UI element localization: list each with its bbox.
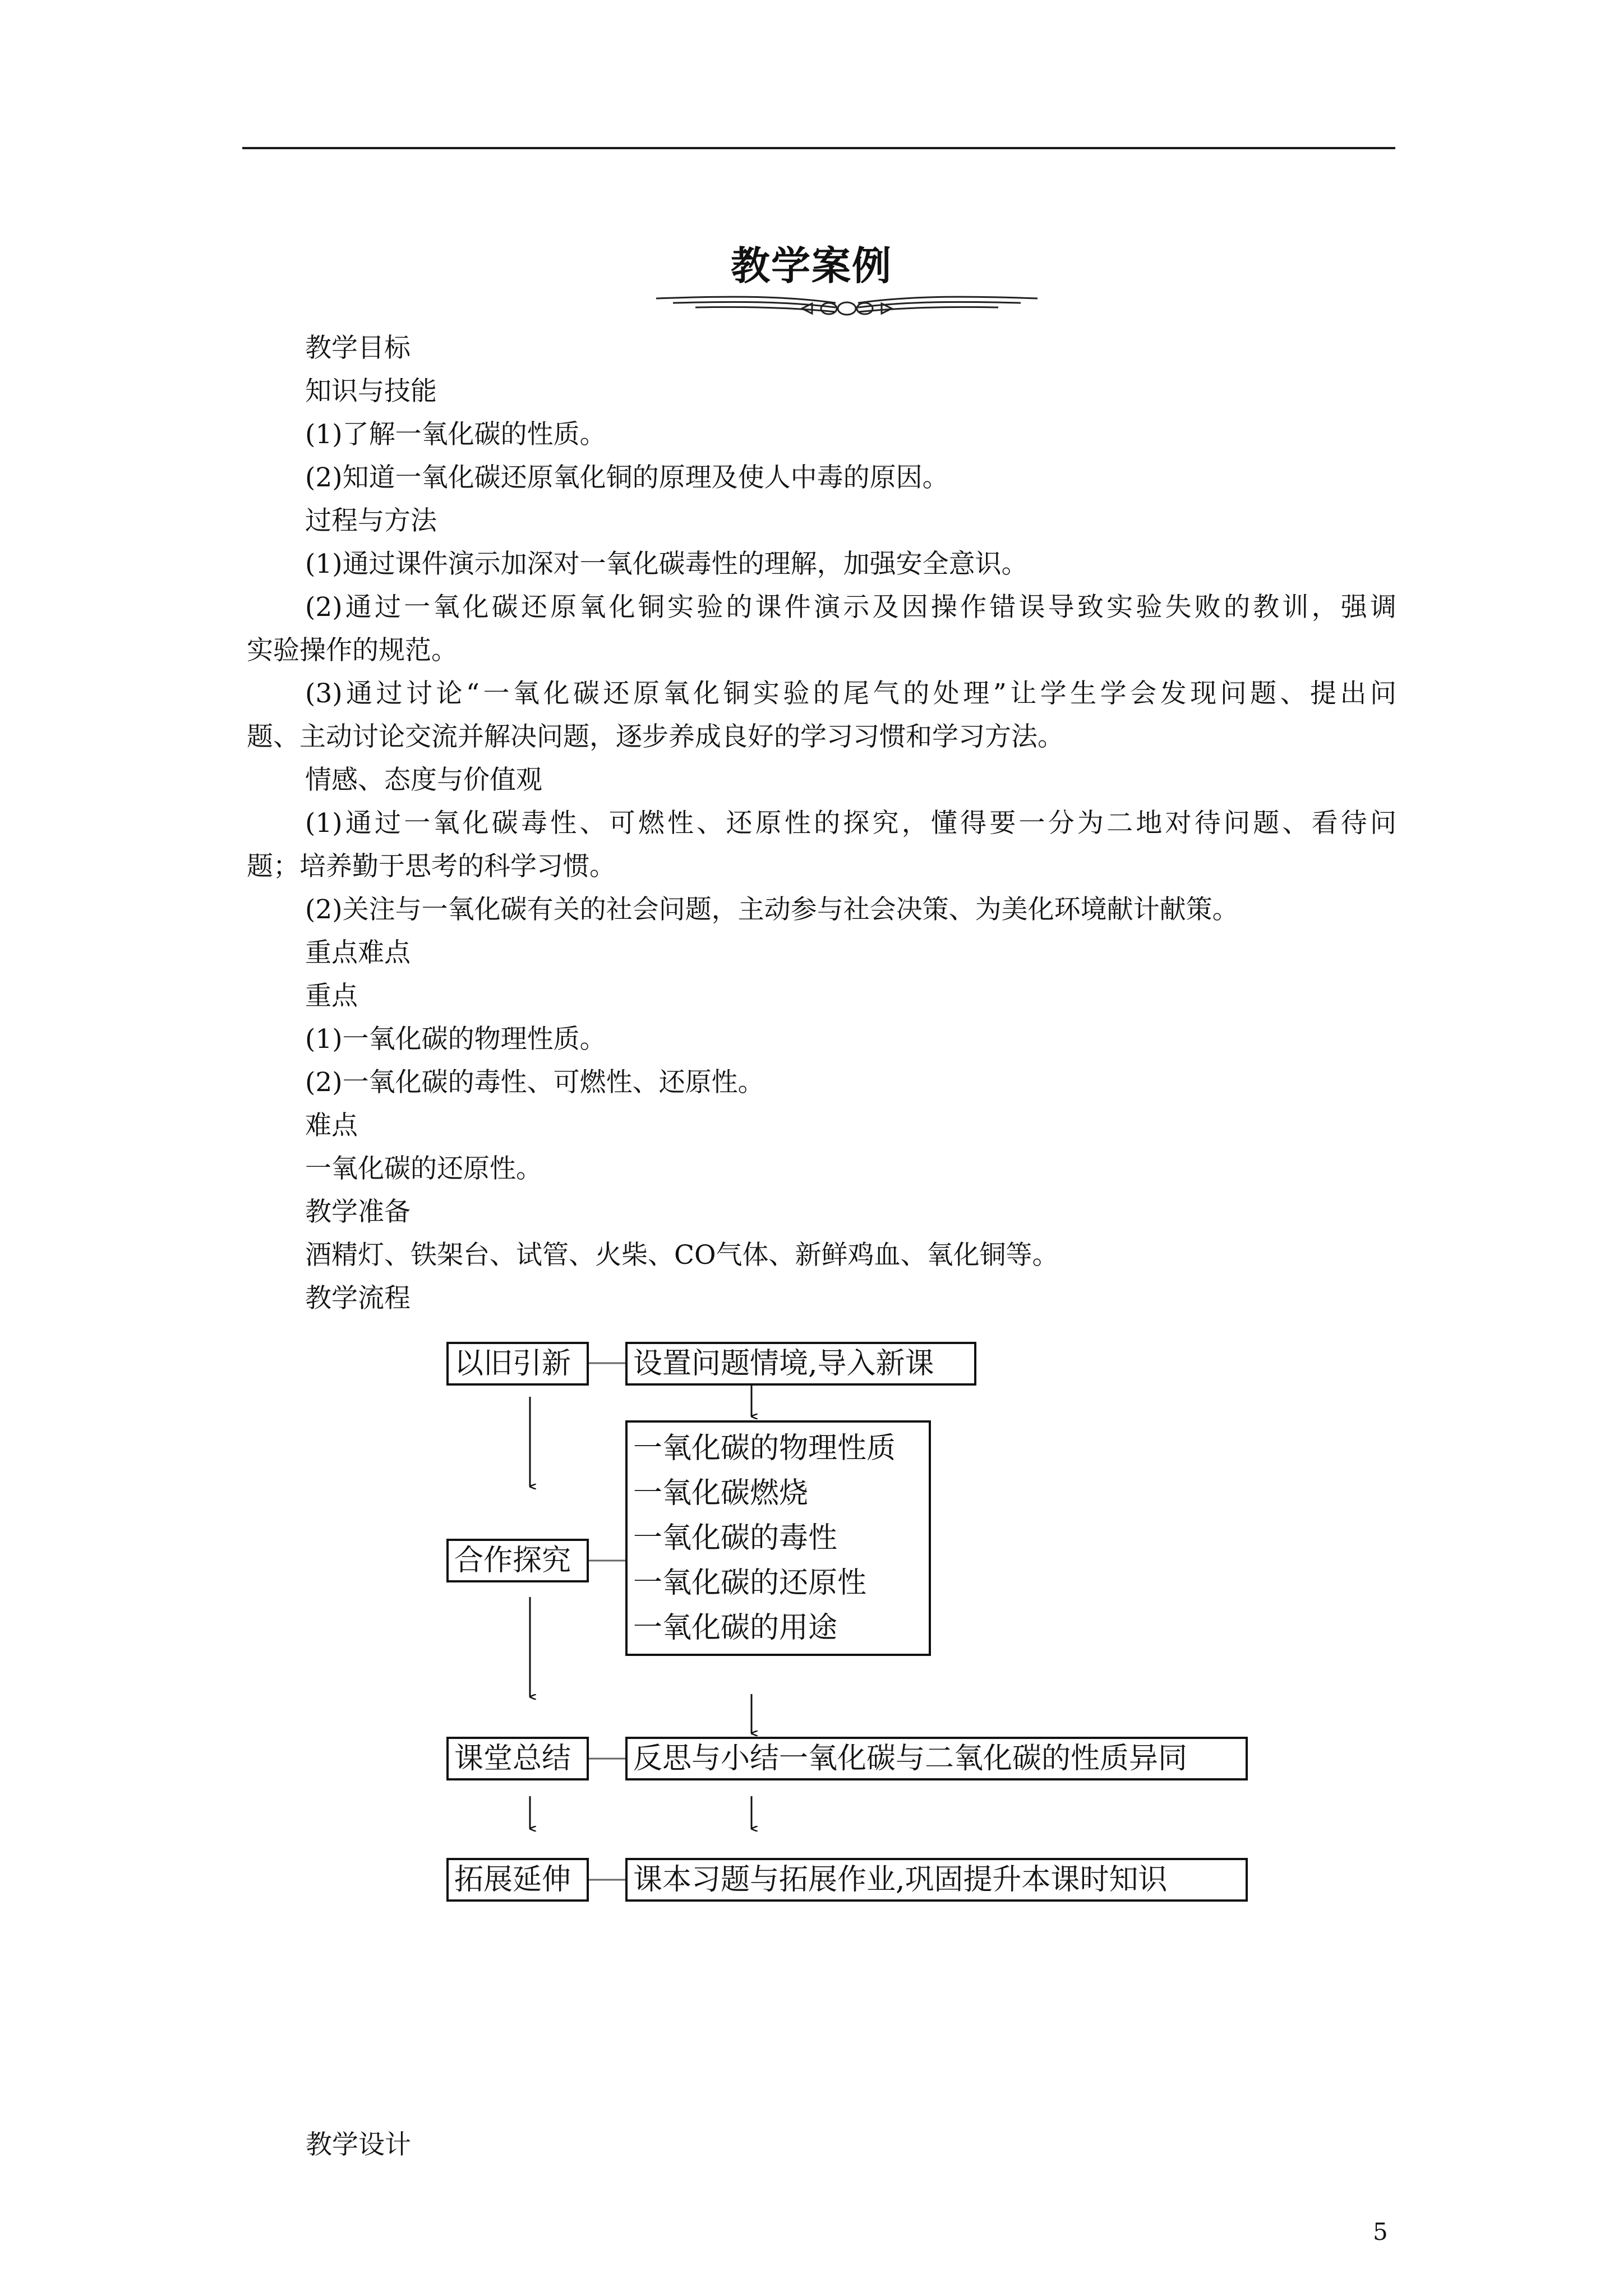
- body-line: 教学准备: [305, 1197, 411, 1227]
- flow-detail-item: 一氧化碳的毒性: [633, 1521, 838, 1555]
- body-line: 情感、态度与价值观: [305, 765, 542, 795]
- body-line: 教学流程: [305, 1283, 411, 1314]
- body-line: (2)一氧化碳的毒性、可燃性、还原性。: [305, 1067, 764, 1098]
- flow-detail-item: 一氧化碳的物理性质: [633, 1432, 896, 1465]
- body-line: 教学目标: [305, 333, 411, 364]
- body-line: (2)关注与一氧化碳有关的社会问题，主动参与社会决策、为美化环境献计献策。: [305, 894, 1239, 925]
- page-number: 5: [1373, 2218, 1388, 2246]
- flow-detail-item: 一氧化碳的还原性: [633, 1566, 867, 1600]
- body-line: (2)通过一氧化碳还原氧化铜实验的课件演示及因操作错误导致实验失败的教训，强调: [305, 592, 1396, 623]
- body-line: (1)了解一氧化碳的性质。: [305, 419, 606, 450]
- body-line: 题、主动讨论交流并解决问题，逐步养成良好的学习习惯和学习方法。: [247, 721, 1064, 752]
- body-line: 重点难点: [305, 937, 411, 968]
- section-heading-design: 教学设计: [306, 2129, 411, 2160]
- body-line: (1)通过一氧化碳毒性、可燃性、还原性的探究，懂得要一分为二地对待问题、看待问: [305, 808, 1396, 839]
- flow-step-intro: 以旧引新: [446, 1342, 589, 1386]
- header-rule: [242, 147, 1395, 149]
- body-line: (1)通过课件演示加深对一氧化碳毒性的理解，加强安全意识。: [305, 549, 1028, 579]
- flow-detail-item: 一氧化碳燃烧: [633, 1476, 809, 1510]
- flow-detail-explore: [625, 1420, 931, 1656]
- body-line: 酒精灯、铁架台、试管、火柴、CO气体、新鲜鸡血、氧化铜等。: [305, 1240, 1059, 1271]
- body-line: 过程与方法: [305, 505, 437, 536]
- body-line: (1)一氧化碳的物理性质。: [305, 1024, 606, 1055]
- flow-step-summary: 课堂总结: [446, 1737, 589, 1780]
- body-line: 知识与技能: [305, 376, 437, 407]
- teaching-flowchart: [437, 1324, 1256, 1907]
- title-ornament-icon: [651, 286, 1043, 325]
- body-line: 一氧化碳的还原性。: [305, 1153, 542, 1184]
- document-body: [247, 326, 1396, 1320]
- flow-detail-intro: 设置问题情境,导入新课: [625, 1342, 976, 1386]
- flow-step-explore: 合作探究: [446, 1539, 589, 1582]
- body-line: 实验操作的规范。: [247, 635, 458, 666]
- body-line: (2)知道一氧化碳还原氧化铜的原理及使人中毒的原因。: [305, 462, 949, 493]
- body-line: 重点: [305, 981, 358, 1011]
- flow-detail-item: 一氧化碳的用途: [633, 1611, 838, 1645]
- body-line: 题；培养勤于思考的科学习惯。: [247, 851, 616, 882]
- body-line: (3)通过讨论“一氧化碳还原氧化铜实验的尾气的处理”让学生学会发现问题、提出问: [305, 678, 1396, 709]
- body-line: 难点: [305, 1110, 358, 1141]
- page-title: 教学案例: [731, 243, 892, 289]
- flow-detail-summary: 反思与小结一氧化碳与二氧化碳的性质异同: [625, 1737, 1248, 1780]
- flow-detail-extend: 课本习题与拓展作业,巩固提升本课时知识: [625, 1858, 1248, 1902]
- flow-step-extend: 拓展延伸: [446, 1858, 589, 1902]
